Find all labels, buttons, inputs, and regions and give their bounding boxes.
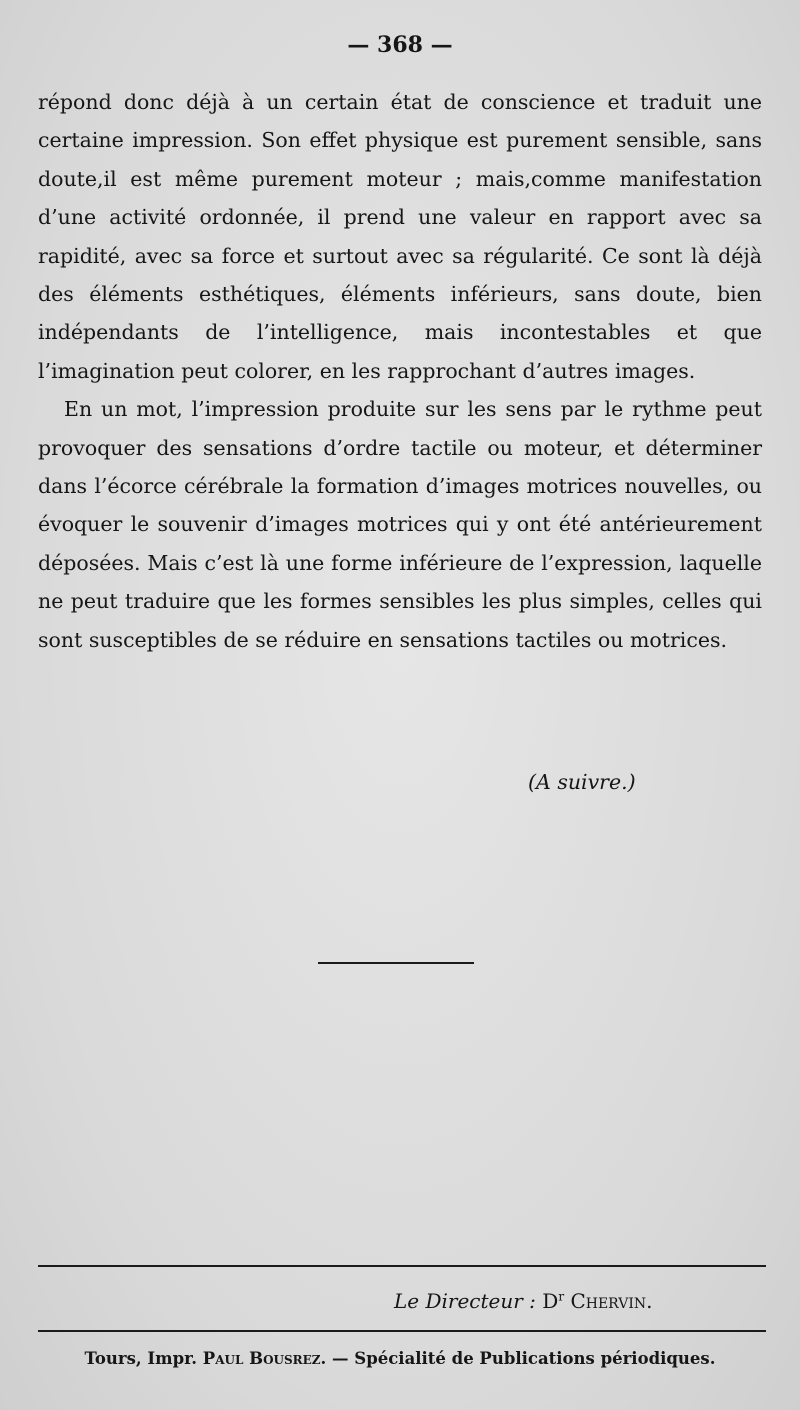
signature-title-main: D (542, 1289, 559, 1313)
signature (394, 1289, 652, 1313)
printer-suffix: — Spécialité de Publications périodiques. (326, 1349, 716, 1368)
signature-title-sup: r (558, 1289, 565, 1304)
section-divider (318, 962, 474, 964)
printer-prefix: Tours, Impr. (84, 1349, 203, 1368)
paragraph-2: En un mot, l’impression produite sur les sens par le rythme peut provoquer des sensations d’ordre tactile ou moteur, et déterminer dans l’écorce cérébrale la formation d’images motrices nouvelles, ou évoquer le souvenir d’images motrices qui y ont été antérieurement déposées. Mais c’est là une forme inférieure de l’expression, laquelle ne peut traduire que les formes sensibles les plus simples, celles qui sont susceptibles de se réduire en sensations tactiles ou motrices. (38, 397, 762, 652)
signature-title (542, 1289, 564, 1313)
printer-imprint (0, 1349, 800, 1368)
page-number: — 368 — (347, 32, 453, 58)
signature-role: Le Directeur : (394, 1289, 536, 1313)
paragraph-1: répond donc déjà à un certain état de conscience et traduit une certaine impression. Son effet physique est purement sensible, sans doute,il est même purement moteur ; mais,comme manifestation d’une activité ordonnée, il prend une valeur en rapport avec sa rapidité, avec sa force et surtout avec sa régularité. Ce sont là déjà des éléments esthétiques, éléments inférieurs, sans doute, bien indépendants de l’intelligence, mais incontestables et que l’imagination peut colorer, en les rapprochant d’autres images. (38, 90, 762, 383)
body-text (38, 83, 762, 659)
printer-name: Paul Bousrez. (202, 1349, 327, 1368)
footer-rule-top (38, 1265, 766, 1267)
continuation-note: (A suivre.) (528, 770, 636, 794)
signature-name: Chervin. (570, 1289, 653, 1313)
footer-rule-bottom (38, 1330, 766, 1332)
